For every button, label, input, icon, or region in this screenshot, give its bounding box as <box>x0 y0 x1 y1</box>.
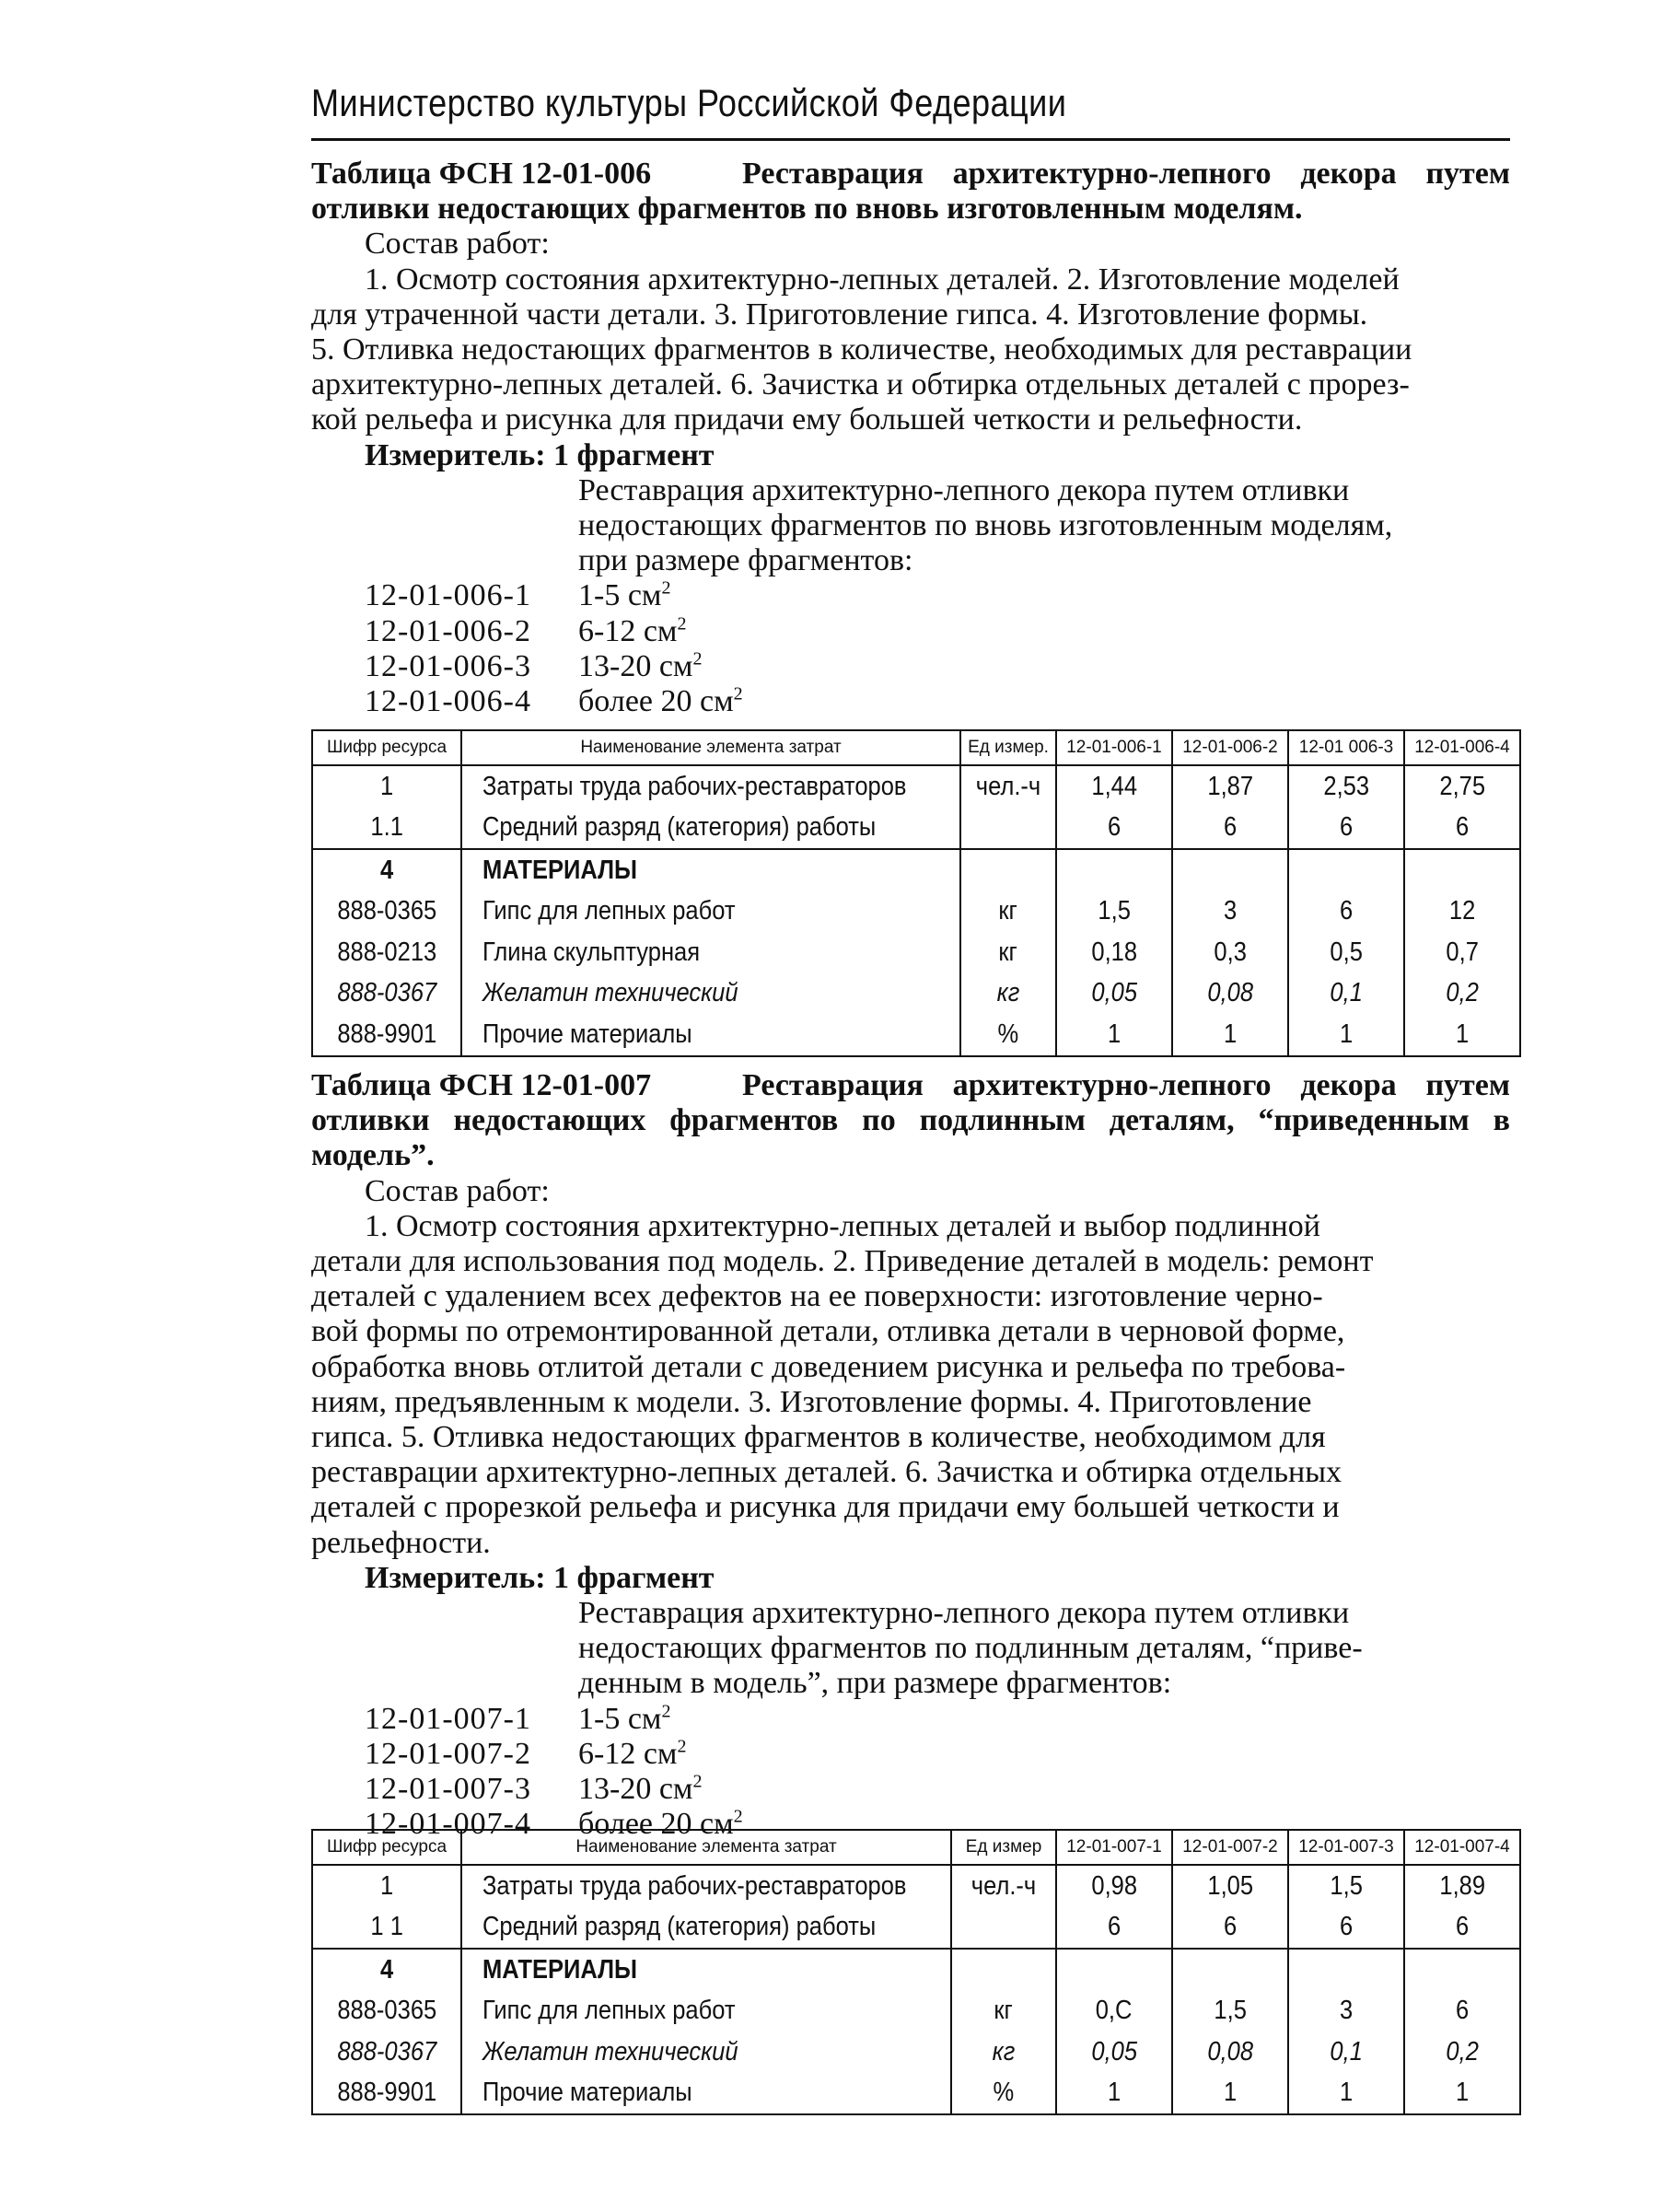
table-row <box>312 2032 1520 2073</box>
variant-size: 6-12 см <box>578 613 678 648</box>
value-cell: 2,53 <box>1323 771 1369 801</box>
sostav-line: 1. Осмотр состояния архитектурно-лепных деталей и выбор подлинной <box>365 1208 1320 1243</box>
value-cell: 1 <box>1339 2078 1354 2108</box>
table-row <box>312 849 1520 891</box>
resource-code: 888-0367 <box>337 2036 436 2066</box>
sostav-line: рельефности. <box>311 1525 491 1560</box>
variant-size-sup: 2 <box>692 648 703 669</box>
value-cell: 6 <box>1107 812 1122 843</box>
value-cell: 0,1 <box>1330 978 1363 1008</box>
variant-row <box>311 1702 1510 1737</box>
col-header: 12-01-006-1 <box>1056 730 1172 765</box>
value-cell: 6 <box>1455 1996 1470 2026</box>
sostav-line: архитектурно-лепных деталей. 6. Зачистка и обтирка отдельных деталей с прорез- <box>311 367 1410 402</box>
desc-line: денным в модель”, при размере фрагментов: <box>578 1666 1172 1701</box>
value-cell: 3 <box>1339 1996 1354 2026</box>
table-row <box>312 1949 1520 1991</box>
variant-size: 6-12 см <box>578 1736 678 1771</box>
running-header: Министерство культуры Российской Федерации <box>311 81 1067 124</box>
variant-code: 12-01-007-2 <box>365 1736 531 1771</box>
variant-size-sup: 2 <box>733 683 743 704</box>
desc-line: при размере фрагментов: <box>578 543 913 578</box>
table-row <box>312 808 1520 850</box>
variant-code: 12-01-006-3 <box>365 648 531 683</box>
variant-size: 1-5 см <box>578 578 662 613</box>
value-cell: 1,5 <box>1330 1870 1363 1901</box>
resource-code: 1 <box>379 1870 394 1901</box>
sostav-line: ниям, предъявленным к модели. 3. Изготовление формы. 4. Приготовление <box>311 1384 1312 1419</box>
resource-code: 1 <box>379 771 394 801</box>
resource-code: 888-0213 <box>337 937 436 967</box>
variant-row <box>311 1772 1510 1807</box>
col-header: 12-01 006-3 <box>1288 730 1404 765</box>
sostav-label: Состав работ: <box>365 227 550 262</box>
resource-code: 4 <box>379 1954 394 1985</box>
value-cell: 0,5 <box>1330 937 1363 967</box>
table-row <box>312 1907 1520 1950</box>
desc-line: Реставрация архитектурно-лепного декора путем отливки <box>578 472 1350 507</box>
cost-item-name: Гипс для лепных работ <box>482 1996 736 2026</box>
measure-unit: Измеритель: 1 фрагмент <box>365 1560 715 1595</box>
value-cell: 1 <box>1455 1019 1470 1049</box>
value-cell: 6 <box>1223 812 1238 843</box>
value-cell: 3 <box>1223 896 1238 926</box>
col-header: 12-01-006-4 <box>1404 730 1520 765</box>
col-header: Шифр ресурса <box>312 1830 461 1865</box>
value-cell: 6 <box>1223 1912 1238 1942</box>
variant-row <box>311 1737 1510 1772</box>
table-header-row <box>312 730 1520 765</box>
col-header: Ед измер <box>951 1830 1056 1865</box>
norms-table-006 <box>311 729 1521 1057</box>
value-cell: 1,87 <box>1207 771 1253 801</box>
section-fsn-12-01-006 <box>311 157 1510 719</box>
unit: % <box>993 2078 1015 2108</box>
value-cell: 0,08 <box>1207 978 1253 1008</box>
unit: кг <box>996 978 1020 1008</box>
variant-code: 12-01-006-2 <box>365 613 531 648</box>
unit: кг <box>998 896 1018 926</box>
col-header: Шифр ресурса <box>312 730 461 765</box>
table-row <box>312 2073 1520 2115</box>
value-cell: 12 <box>1448 896 1476 926</box>
value-cell: 0,2 <box>1446 2036 1479 2066</box>
table-row <box>312 932 1520 973</box>
sostav-line: 5. Отливка недостающих фрагментов в количестве, необходимых для реставрации <box>311 332 1412 367</box>
col-header: 12-01-006-2 <box>1172 730 1288 765</box>
value-cell: 6 <box>1455 1912 1470 1942</box>
value-cell: 0,98 <box>1091 1870 1137 1901</box>
sostav-line: обработка вновь отлитой детали с доведением рисунка и рельефа по требова- <box>311 1349 1346 1384</box>
variant-row <box>311 578 1510 613</box>
value-cell: 1,44 <box>1091 771 1137 801</box>
variant-code: 12-01-007-3 <box>365 1772 531 1807</box>
table-code: Таблица ФСН 12-01-006 <box>311 157 652 191</box>
value-cell: 1,5 <box>1098 896 1131 926</box>
table-row <box>312 1991 1520 2032</box>
col-header: Наименование элемента затрат <box>461 1830 951 1865</box>
norms-table-007 <box>311 1829 1521 2115</box>
unit: % <box>997 1019 1019 1049</box>
cost-item-name: Желатин технический <box>482 2036 738 2066</box>
value-cell: 0,08 <box>1207 2036 1253 2066</box>
resource-code: 888-0365 <box>337 896 436 926</box>
variant-size-sup: 2 <box>733 1806 743 1827</box>
cost-item-name: Средний разряд (категория) работы <box>482 812 877 843</box>
table-row <box>312 1014 1520 1056</box>
section-title <box>311 157 1510 227</box>
materials-heading: МАТЕРИАЛЫ <box>482 855 638 885</box>
sostav-line: деталей с прорезкой рельефа и рисунка для придачи ему большей четкости и <box>311 1490 1340 1525</box>
sostav-line: деталей с удалением всех дефектов на ее поверхности: изготовление черно- <box>311 1279 1323 1314</box>
value-cell: 0,3 <box>1214 937 1247 967</box>
resource-code: 888-0367 <box>337 978 436 1008</box>
col-header: Ед измер. <box>960 730 1056 765</box>
variant-size: 13-20 см <box>578 1772 693 1807</box>
sostav-label: Состав работ: <box>365 1173 550 1208</box>
sostav-line: детали для использования под модель. 2. Приведение деталей в модель: ремонт <box>311 1244 1374 1279</box>
cost-item-name: Затраты труда рабочих-реставраторов <box>482 771 907 801</box>
value-cell: 0,2 <box>1446 978 1479 1008</box>
col-header: Наименование элемента затрат <box>461 730 960 765</box>
value-cell: 2,75 <box>1439 771 1485 801</box>
table-code: Таблица ФСН 12-01-007 <box>311 1068 652 1102</box>
table-row <box>312 765 1520 808</box>
col-header: 12-01-007-2 <box>1172 1830 1288 1865</box>
header-rule <box>311 138 1510 141</box>
section-title <box>311 1068 1510 1174</box>
value-cell: 1 <box>1223 1019 1238 1049</box>
resource-code: 888-9901 <box>337 1019 436 1049</box>
value-cell: 0,05 <box>1091 978 1137 1008</box>
resource-code: 888-0365 <box>337 1996 436 2026</box>
unit: чел.-ч <box>975 771 1041 801</box>
cost-item-name: Затраты труда рабочих-реставраторов <box>482 1870 907 1901</box>
col-header: 12-01-007-1 <box>1056 1830 1172 1865</box>
sostav-line: реставрации архитектурно-лепных деталей. 6. Зачистка и обтирка отдельных <box>311 1455 1342 1490</box>
value-cell: 1 <box>1223 2078 1238 2108</box>
value-cell: 6 <box>1339 896 1354 926</box>
variant-size: 13-20 см <box>578 648 693 683</box>
variant-row <box>311 649 1510 684</box>
variant-size-sup: 2 <box>677 1736 687 1757</box>
value-cell: 1,05 <box>1207 1870 1253 1901</box>
value-cell: 0,7 <box>1446 937 1479 967</box>
variant-size: более 20 см <box>578 1807 734 1842</box>
cost-item-name: Средний разряд (категория) работы <box>482 1912 877 1942</box>
value-cell: 1 <box>1107 1019 1122 1049</box>
sostav-line: вой формы по отремонтированной детали, отливка детали в черновой форме, <box>311 1314 1345 1349</box>
desc-line: недостающих фрагментов по вновь изготовленным моделям, <box>578 508 1393 543</box>
sostav-line: 1. Осмотр состояния архитектурно-лепных деталей. 2. Изготовление моделей <box>365 262 1400 297</box>
value-cell: 1 <box>1339 1019 1354 1049</box>
variant-code: 12-01-006-1 <box>365 578 531 613</box>
table-row <box>312 1865 1520 1907</box>
cost-item-name: Прочие материалы <box>482 2078 692 2108</box>
resource-code: 1.1 <box>370 812 403 843</box>
unit: кг <box>994 1996 1014 2026</box>
table-title: Реставрация архитектурно-лепного декора путем отливки недостающих фрагментов по вновь изготовленным моделям. <box>311 157 1510 227</box>
desc-line: Реставрация архитектурно-лепного декора путем отливки <box>578 1596 1350 1631</box>
resource-code: 1 1 <box>370 1912 403 1942</box>
resource-code: 4 <box>379 855 394 885</box>
value-cell: 6 <box>1339 1912 1354 1942</box>
value-cell: 1 <box>1107 2078 1122 2108</box>
unit: чел.-ч <box>970 1870 1037 1901</box>
sostav-line: гипса. 5. Отливка недостающих фрагментов в количестве, необходимом для <box>311 1420 1326 1455</box>
cost-item-name: Глина скульптурная <box>482 937 701 967</box>
col-header: 12-01-007-3 <box>1288 1830 1404 1865</box>
cost-item-name: Прочие материалы <box>482 1019 692 1049</box>
variant-code: 12-01-007-1 <box>365 1701 531 1736</box>
table-row <box>312 973 1520 1015</box>
cost-item-name: Гипс для лепных работ <box>482 896 736 926</box>
variant-row <box>311 614 1510 649</box>
value-cell: 0,05 <box>1091 2036 1137 2066</box>
variant-size-sup: 2 <box>661 578 671 600</box>
section-fsn-12-01-007 <box>311 1068 1510 1842</box>
unit: кг <box>998 937 1018 967</box>
value-cell: 6 <box>1107 1912 1122 1942</box>
sostav-line: для утраченной части детали. 3. Приготовление гипса. 4. Изготовление формы. <box>311 297 1368 332</box>
value-cell: 1 <box>1455 2078 1470 2108</box>
desc-line: недостающих фрагментов по подлинным деталям, “приве- <box>578 1631 1363 1666</box>
value-cell: 1,89 <box>1439 1870 1485 1901</box>
value-cell: 6 <box>1455 812 1470 843</box>
unit: кг <box>992 2036 1016 2066</box>
value-cell: 6 <box>1339 812 1354 843</box>
variant-size-sup: 2 <box>677 613 687 634</box>
table-title: Реставрация архитектурно-лепного декора путем отливки недостающих фрагментов по подлинным деталям, “приведенным в модель”. <box>311 1068 1510 1173</box>
variant-code: 12-01-007-4 <box>365 1807 531 1842</box>
table-row <box>312 891 1520 933</box>
variant-size: более 20 см <box>578 684 734 718</box>
variant-row <box>311 684 1510 719</box>
value-cell: 1,5 <box>1214 1996 1247 2026</box>
table-header-row <box>312 1830 1520 1865</box>
variant-size: 1-5 см <box>578 1701 662 1736</box>
materials-heading: МАТЕРИАЛЫ <box>482 1954 638 1985</box>
value-cell: 0,С <box>1096 1996 1133 2026</box>
resource-code: 888-9901 <box>337 2078 436 2108</box>
measure-unit: Измеритель: 1 фрагмент <box>365 437 715 472</box>
variant-size-sup: 2 <box>661 1701 671 1722</box>
col-header: 12-01-007-4 <box>1404 1830 1520 1865</box>
value-cell: 0,18 <box>1091 937 1137 967</box>
value-cell: 0,1 <box>1330 2036 1363 2066</box>
cost-item-name: Желатин технический <box>482 978 738 1008</box>
variant-size-sup: 2 <box>692 1771 703 1792</box>
variant-code: 12-01-006-4 <box>365 684 531 718</box>
sostav-line: кой рельефа и рисунка для придачи ему большей четкости и рельефности. <box>311 402 1303 437</box>
